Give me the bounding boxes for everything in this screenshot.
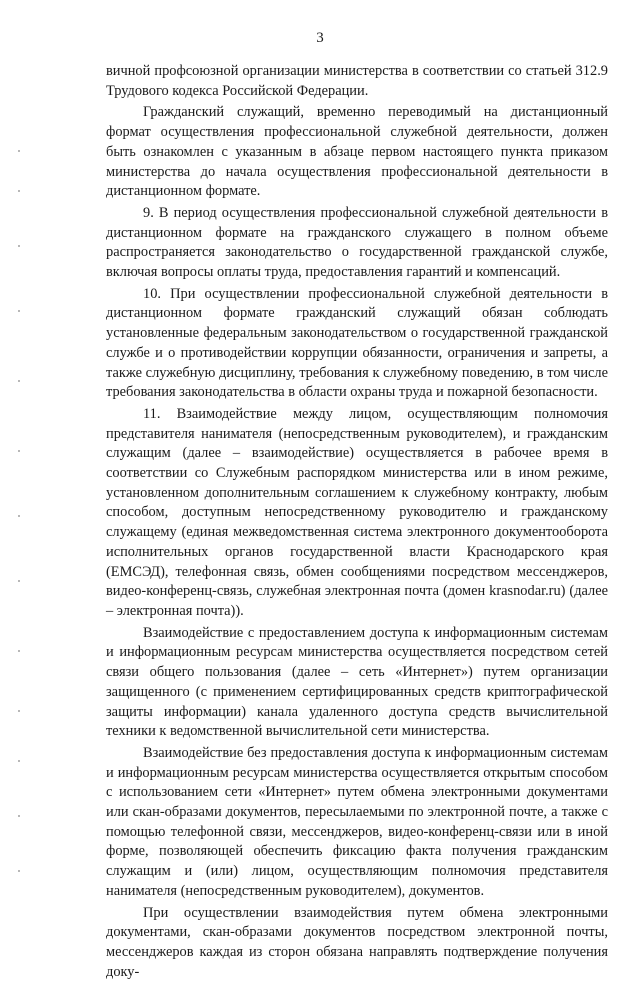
paragraph-item-11: 11. Взаимодействие между лицом, осуществляющим полномочия представителя нанимателя (непосредственным руководителем), и гражданским служащим (далее – взаимодействие) осуществляется в рабочее время в соответствии со Служебным распорядком министерства или в ином режиме, установленном дополнительным соглашением к служебному контракту, любым способом, доступным непосредственному руководителю и гражданскому служащему (единая межведомственная система электронного документооборота исполнительных органов государственной власти Краснодарского края (ЕМСЭД), телефонная связь, обмен сообщениями посредством мессенджеров, видео-конференц-связь, служебная электронная почта (домен krasnodar.ru) (далее – электронная почта)). bbox=[106, 405, 608, 619]
paragraph-continuation: вичной профсоюзной организации министерства в соответствии со статьей 312.9 Трудового кодекса Российской Федерации. bbox=[106, 63, 608, 99]
paragraph-item-10: 10. При осуществлении профессиональной служебной деятельности в дистанционном формате гражданский служащий обязан соблюдать установленные федеральным законодательством о государственной гражданской службе и о противодействии коррупции обязанности, ограничения и запреты, а также служебную дисциплину, требования к служебному поведению, в том числе требования законодательства в области охраны труда и пожарной безопасности. bbox=[106, 285, 608, 401]
paragraph-item-9: 9. В период осуществления профессиональной служебной деятельности в дистанционном формате на гражданского служащего в полном объеме распространяется законодательство о государственной гражданской службе, включая вопросы оплаты труда, предоставления гарантий и компенсаций. bbox=[106, 204, 608, 281]
paragraph-access-interaction: Взаимодействие с предоставлением доступа к информационным системам и информационным ресурсам министерства осуществляется посредством сетей связи общего пользования (далее – сеть «Интернет») путем организации защищенного (с применением сертифицированных средств криптографической защиты информации) канала удаленного доступа средств вычислительной техники к ведомственной вычислительной сети министерства. bbox=[106, 624, 608, 740]
paragraph-open-interaction: Взаимодействие без предоставления доступа к информационным системам и информационным ресурсам министерства осуществляется открытым способом с использованием сети «Интернет» путем обмена электронными документами или скан-образами документов, пересылаемыми по электронной почте, а также с помощью телефонной связи, мессенджеров, видео-конференц-связи или в иной форме, позволяющей обеспечить фиксацию факта получения гражданским служащим и (или) лицом, осуществляющим полномочия представителя нанимателя (непосредственным руководителем), документов. bbox=[106, 744, 608, 899]
paragraph-transfer-notice: Гражданский служащий, временно переводимый на дистанционный формат осуществления профессиональной служебной деятельности, должен быть ознакомлен с указанным в абзаце первом настоящего пункта приказом министерства до начала осуществления профессиональной деятельности в дистанционном формате. bbox=[106, 104, 608, 200]
scan-margin-marks bbox=[18, 150, 22, 890]
document-body bbox=[106, 62, 608, 984]
page-number: 3 bbox=[316, 30, 324, 46]
paragraph-email-exchange: При осуществлении взаимодействия путем обмена электронными документами, скан-образами документов посредством электронной почты, мессенджеров каждая из сторон обязана направлять подтверждение получения доку- bbox=[106, 904, 608, 980]
